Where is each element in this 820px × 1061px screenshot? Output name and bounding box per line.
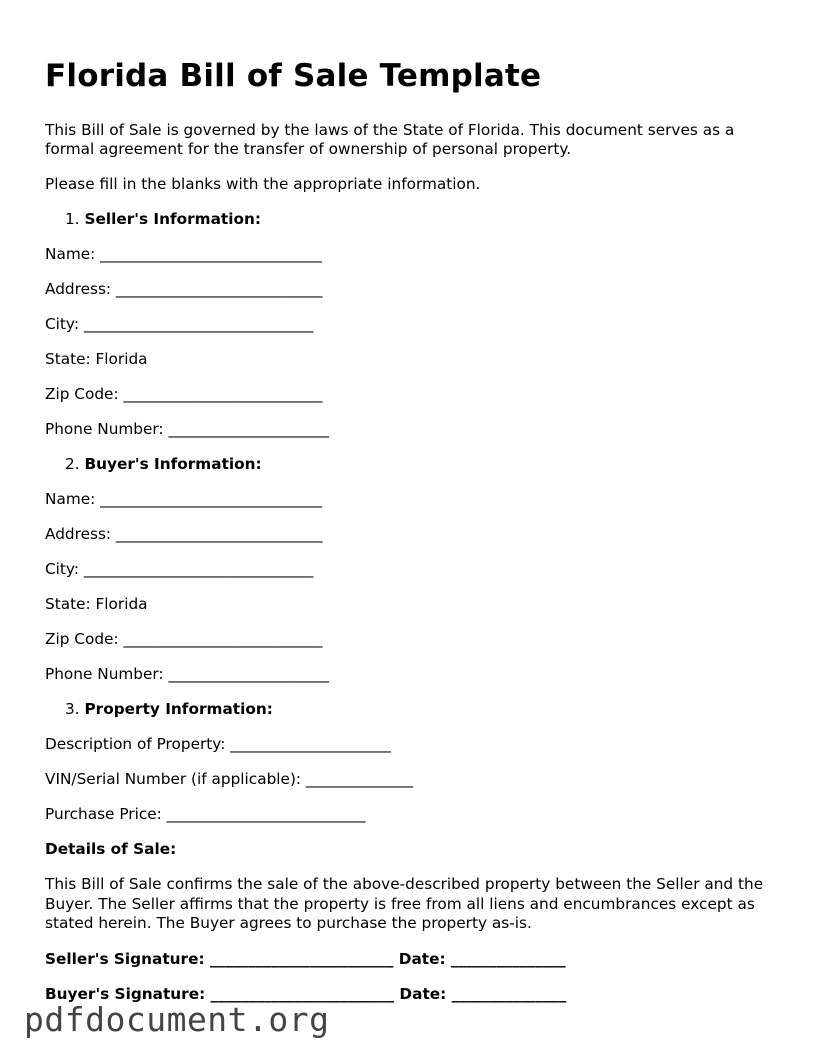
buyer-phone-field[interactable]: Phone Number: _____________________: [45, 665, 330, 683]
page-title: Florida Bill of Sale Template: [45, 58, 542, 94]
intro-paragraph: This Bill of Sale is governed by the laws of the State of Florida. This document serves as a formal agreement for the transfer of ownership of personal property.: [45, 121, 735, 158]
seller-phone-field[interactable]: Phone Number: _____________________: [45, 420, 330, 438]
property-heading-number: 3.: [65, 700, 85, 718]
purchase-price-field[interactable]: Purchase Price: __________________________: [45, 805, 366, 823]
buyer-address-field[interactable]: Address: ___________________________: [45, 525, 323, 543]
property-vin-field[interactable]: VIN/Serial Number (if applicable): ______________: [45, 770, 414, 788]
document-page: [45, 56, 785, 1004]
buyer-heading-label: Buyer's Information:: [84, 455, 262, 473]
buyer-signature-line[interactable]: Buyer's Signature: ________________________ Date: _______________: [45, 984, 567, 1003]
buyer-city-field[interactable]: City: ______________________________: [45, 560, 314, 578]
seller-state-field: State: Florida: [45, 350, 148, 368]
property-heading-label: Property Information:: [84, 700, 273, 718]
details-heading: Details of Sale:: [45, 840, 177, 858]
buyer-section-heading: [45, 455, 785, 474]
seller-heading-label: Seller's Information:: [84, 210, 262, 228]
seller-name-field[interactable]: Name: _____________________________: [45, 245, 322, 263]
buyer-state-field: State: Florida: [45, 595, 148, 613]
watermark-text: pdfdocument.org: [24, 1000, 330, 1039]
buyer-heading-number: 2.: [65, 455, 85, 473]
property-description-field[interactable]: Description of Property: _____________________: [45, 735, 391, 753]
seller-signature-line[interactable]: Seller's Signature: ________________________ Date: _______________: [45, 949, 566, 968]
seller-address-field[interactable]: Address: ___________________________: [45, 280, 323, 298]
seller-section-heading: [45, 210, 785, 229]
buyer-name-field[interactable]: Name: _____________________________: [45, 490, 322, 508]
seller-zip-field[interactable]: Zip Code: __________________________: [45, 385, 323, 403]
property-section-heading: [45, 700, 785, 719]
seller-city-field[interactable]: City: ______________________________: [45, 315, 314, 333]
seller-heading-number: 1.: [65, 210, 85, 228]
instructions-paragraph: Please fill in the blanks with the appropriate information.: [45, 175, 481, 193]
buyer-zip-field[interactable]: Zip Code: __________________________: [45, 630, 323, 648]
details-paragraph: This Bill of Sale confirms the sale of the above-described property between the Seller and the Buyer. The Seller affirms that the property is free from all liens and encumbrances except as stated herein. The Buyer agrees to purchase the property as-is.: [45, 875, 764, 932]
